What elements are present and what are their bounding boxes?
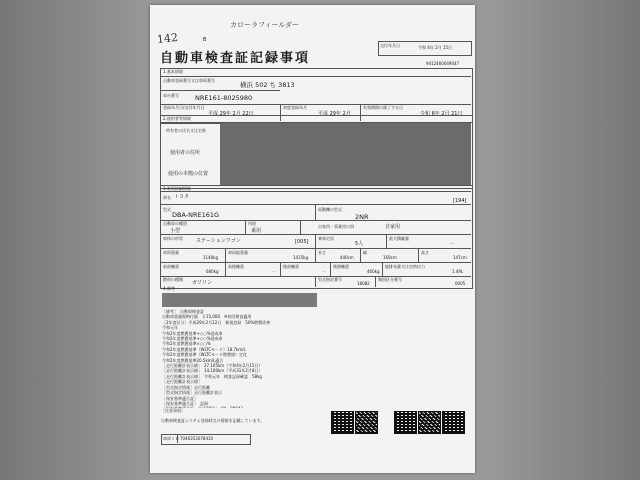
reg-number-value: 横浜 502 ち 3813 xyxy=(240,81,295,89)
first-reg2-value: 平成 29年 2月 xyxy=(318,111,351,117)
width-value: 169cm xyxy=(383,255,397,260)
remark-line: 令和2年度燃費基準+○○%達成車 xyxy=(162,336,223,342)
section2-heading: 2.使用者等情報 xyxy=(163,116,191,121)
maker-label: 車名 xyxy=(163,195,171,200)
section1-heading: 1.基本情報 xyxy=(163,69,183,74)
owner-label: 所有者の氏名又は名称 xyxy=(166,128,206,133)
body-shape-label: 車体の形状 xyxy=(163,236,183,241)
handwritten-model-note: カローラフィールダー xyxy=(230,21,300,29)
remark-line: 自動車重量税納付額 ￥15,000 ※初回検査適用 xyxy=(162,314,252,320)
reg-number-label: 自動車登録番号又は車両番号 xyxy=(163,78,215,83)
remark-line: ［型式指定情報］走行距離 xyxy=(162,384,210,390)
rear-axle-value: 460kg xyxy=(367,269,380,274)
notes-text: 自動車検査証システム登録時点の情報を記載しています。 xyxy=(161,418,265,423)
maker-value: トヨタ xyxy=(174,194,190,200)
issue-date-value: 令和 4年 2月 15日 xyxy=(418,45,452,50)
remark-line: 令和2年度燃費基準×○○% xyxy=(162,341,211,347)
capacity-label: 乗車定員 xyxy=(318,236,334,241)
expiry-value: 令和 6年 2月 21日 xyxy=(420,111,463,117)
height-value: 147cm xyxy=(453,255,467,260)
remark-line: ［備考］ 自動車検査証 xyxy=(162,309,204,314)
issue-date-label: 交付年月日 xyxy=(380,43,400,48)
remark-line: 令和元年 xyxy=(162,325,178,331)
vehicle-weight-value: 1140kg xyxy=(203,255,219,260)
max-load-label: 最大積載量 xyxy=(389,236,409,241)
length-value: 440cm xyxy=(340,255,354,260)
displacement-label: 総排気量又は定格出力 xyxy=(385,264,425,269)
document-title: 自動車検査証記録事項 xyxy=(160,51,311,66)
inspection-certificate-page xyxy=(150,5,475,473)
remark-line: ［型式指定情報］走行距離計表示 xyxy=(162,390,222,396)
model-value: DBA-NRE161G xyxy=(172,211,220,219)
first-reg2-label: 初度登録年月 xyxy=(283,105,307,110)
expiry-label: 有効期間の満了する日 xyxy=(363,105,403,110)
class-number-value: 0005 xyxy=(455,281,466,286)
model-label: 型式 xyxy=(163,207,171,212)
user-address-label: 使用者の住所 xyxy=(170,150,201,156)
vehicle-type-value: 小型 xyxy=(170,228,181,234)
remark-line: 令和2年度燃費基準（WLTCモード燃費値）定化 xyxy=(162,352,248,358)
remark-line: ［走行距離計表示値］ 14,100km（平成31年2月8日） xyxy=(162,368,263,374)
redacted-remark-header xyxy=(162,293,317,307)
body-shape-value: ステーションワゴン xyxy=(196,238,241,244)
section4-heading: 4.備考 xyxy=(163,286,175,291)
purpose-value: 自家用 xyxy=(385,224,401,230)
remark-line: 令和2年度燃費基準+○○%達成車 xyxy=(162,330,223,336)
fuel-label: 燃料の種類 xyxy=(163,277,183,282)
document-code: 9412460049047 xyxy=(426,61,460,66)
rear-front-axle-label: 後前軸重 xyxy=(283,264,299,269)
handwritten-number: 142 xyxy=(156,30,179,47)
front-rear-axle-value: － xyxy=(272,269,276,274)
qr-code-5 xyxy=(442,411,465,434)
remark-line: ［走行距離計表示値］ 令和元年 検査記録確認 58kg xyxy=(162,373,262,379)
remark-line: ［走行距離計表示値］ 27,105km（令和4年2月15日） xyxy=(162,363,263,369)
vehicle-weight-label: 車両重量 xyxy=(163,250,179,255)
first-reg-value: 平成 29年 2月 22日 xyxy=(208,111,254,117)
front-axle-label: 前前軸重 xyxy=(163,264,179,269)
remark-line: ［走行距離計表示値］ xyxy=(162,379,202,385)
remark-line xyxy=(162,406,320,408)
vehicle-id-label: 車両ＩＤ xyxy=(163,436,179,441)
remark-line: 令和2年度燃費基準（WLTCモード）18.7km/L xyxy=(162,346,246,352)
remark-line: 令和2年度燃費基準20.5km/L適合 xyxy=(162,357,224,363)
redacted-owner-info xyxy=(220,123,471,185)
height-label: 高さ xyxy=(421,250,429,255)
front-axle-value: 680kg xyxy=(206,269,219,274)
max-load-value: － xyxy=(450,241,456,247)
use-label: 用途 xyxy=(248,221,256,226)
displacement-value: 1.49L xyxy=(452,269,464,274)
vin-label: 車台番号 xyxy=(163,93,179,98)
remark-line: ［保安基準適合証］ 記録 xyxy=(162,400,208,406)
body-shape-code: [005] xyxy=(295,239,309,245)
purpose-label: 自家用・事業用の別 xyxy=(318,224,354,229)
header-mark: B xyxy=(203,37,207,43)
engine-value: 2NR xyxy=(355,213,369,221)
qr-code-1 xyxy=(331,411,354,434)
remarks-list xyxy=(162,309,320,408)
qr-code-2 xyxy=(355,411,378,434)
qr-code-4 xyxy=(418,411,441,434)
type-number-label: 型式指定番号 xyxy=(318,277,342,282)
vehicle-type-label: 自動車の種別 xyxy=(163,221,187,226)
fuel-value: ガソリン xyxy=(192,280,213,286)
rear-axle-label: 後後軸重 xyxy=(333,264,349,269)
gross-weight-value: 1415kg xyxy=(293,255,309,260)
use-value: 乗用 xyxy=(251,228,262,234)
length-label: 長さ xyxy=(318,250,326,255)
gross-weight-label: 車両総重量 xyxy=(228,250,248,255)
class-number-label: 類別区分番号 xyxy=(378,277,402,282)
qr-code-3 xyxy=(394,411,417,434)
rear-front-axle-value: － xyxy=(322,269,326,274)
maker-code: [194] xyxy=(453,198,467,204)
notes-label: ［注意事項］ xyxy=(161,408,185,413)
remark-line: ［2年度区分］平成29年2月22日 新規登録 50%燃費改善 xyxy=(162,319,271,325)
type-number-value: 18082 xyxy=(357,281,370,286)
remark-line: ［保安基準適合証］ xyxy=(162,395,198,401)
section3-heading: 3.車両詳細情報 xyxy=(163,186,191,191)
base-location-label: 使用の本拠の位置 xyxy=(168,171,209,177)
engine-label: 原動機の型式 xyxy=(318,207,342,212)
vehicle-id-value: 7046353078410 xyxy=(180,436,214,441)
capacity-value: 5人 xyxy=(355,241,364,247)
first-reg-label: 登録年月日/交付年月日 xyxy=(163,105,205,110)
width-label: 幅 xyxy=(363,250,367,255)
vin-value: NRE161-8025980 xyxy=(195,94,253,102)
front-rear-axle-label: 前後軸重 xyxy=(228,264,244,269)
